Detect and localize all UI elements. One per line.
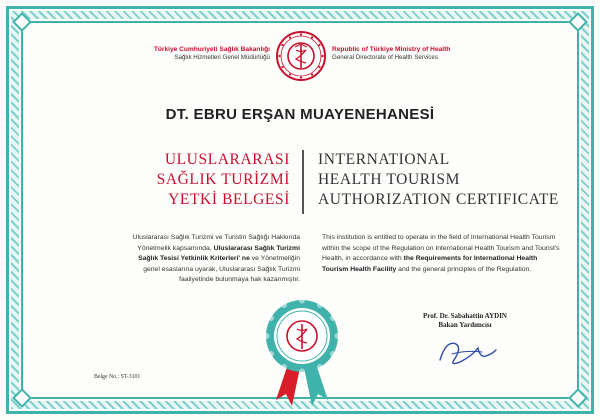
signer-name: Prof. Dr. Sabahattin AYDIN [423, 312, 507, 320]
en-body-intro: This institution is entitled to operate in the field of International Health Tourism within the scope of the Regulation on International Health Tourism and Tourist's Health, in accordance with [322, 234, 560, 263]
tr-body-bold: Uluslararası Sağlık Turizmi Sağlık Tesisi Yetkinlik Kriterleri' ne [138, 244, 300, 263]
header-tr-directorate: Sağlık Hizmetleri Genel Müdürlüğü [174, 54, 270, 62]
heading-divider [302, 150, 304, 214]
header-turkish [150, 46, 270, 62]
en-heading-line: HEALTH TOURISM [318, 171, 461, 188]
header-english [332, 46, 472, 62]
tr-heading-line: YETKİ BELGESİ [168, 191, 290, 208]
turkish-body-text [130, 233, 300, 286]
header-tr-ministry: Türkiye Cumhuriyeti Sağlık Bakanlığı [153, 46, 270, 53]
rosette-seal-icon [262, 296, 342, 408]
clinic-name: DT. EBRU ERŞAN MUAYENEHANESİ [165, 106, 435, 123]
header-en-directorate: General Directorate of Health Services [332, 54, 438, 62]
tr-heading-line: SAĞLIK TURİZMİ [156, 171, 290, 188]
english-body-text [322, 233, 562, 275]
signer-role: Bakan Yardımcısı [438, 321, 492, 329]
ministry-emblem-icon [275, 30, 327, 82]
header-en-ministry: Republic of Türkiye Ministry of Health [332, 46, 451, 53]
signer-block [400, 312, 530, 330]
tr-body-rest: ve Yönetmeliğin genel esaslarına uyarak, Uluslararası Sağlık Turizmi faaliyetinde bulunmaya hak kazanmıştır. [143, 255, 300, 284]
en-body-bold: the Requirements for International Health Tourism Health Facility [322, 255, 538, 273]
en-body-rest: and the general principles of the Regulation. [398, 265, 532, 273]
english-heading [318, 150, 578, 210]
tr-body-intro: Uluslararası Sağlık Turizmi ve Turistin Sağlığı Hakkında Yönetmelik kapsamında, [132, 234, 300, 252]
en-heading-line: INTERNATIONAL [318, 151, 450, 168]
tr-heading-line: ULUSLARARASI [164, 151, 290, 168]
document-number: Belge No.: ST-3101 [94, 374, 141, 380]
handwritten-signature [432, 330, 502, 372]
en-heading-line: AUTHORIZATION CERTIFICATE [318, 191, 559, 208]
turkish-heading [140, 150, 290, 210]
